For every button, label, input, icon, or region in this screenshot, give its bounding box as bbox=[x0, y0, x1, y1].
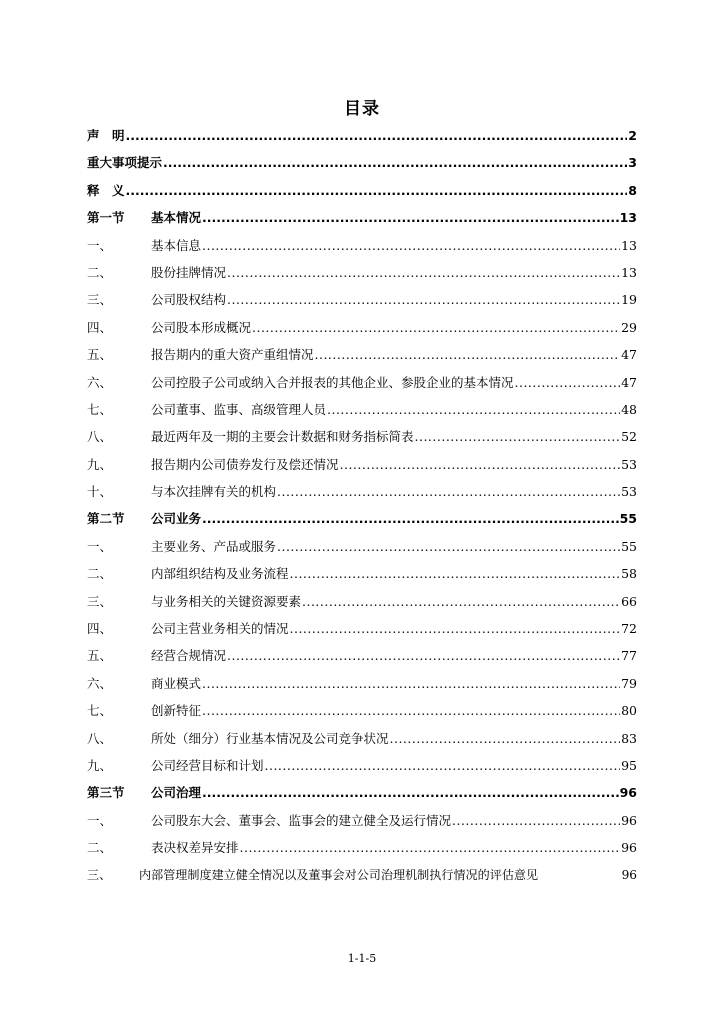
toc-page-number: 47 bbox=[621, 374, 637, 390]
page-title: 目录 bbox=[344, 99, 380, 119]
toc-page-number: 48 bbox=[621, 401, 637, 417]
toc-section-number: 第二节 bbox=[87, 511, 125, 527]
toc-page-number: 13 bbox=[621, 237, 637, 253]
toc-page-number: 96 bbox=[621, 840, 637, 856]
toc-item[interactable] bbox=[87, 533, 637, 560]
toc-item[interactable] bbox=[87, 369, 637, 396]
toc-page-number: 96 bbox=[621, 812, 637, 828]
toc-item[interactable] bbox=[87, 286, 637, 313]
table-of-contents bbox=[87, 122, 637, 889]
dot-leader bbox=[452, 807, 620, 834]
toc-item-label: 公司股东大会、董事会、监事会的建立健全及运行情况 bbox=[151, 812, 452, 828]
dot-leader bbox=[163, 149, 627, 176]
toc-item-number: 四、 bbox=[87, 319, 113, 335]
toc-item[interactable] bbox=[87, 670, 637, 697]
toc-item-number: 六、 bbox=[87, 675, 113, 691]
toc-item-number: 一、 bbox=[87, 538, 113, 554]
dot-leader bbox=[202, 779, 619, 806]
toc-item-number: 四、 bbox=[87, 621, 113, 637]
toc-page-number: 55 bbox=[621, 538, 637, 554]
toc-item-number: 二、 bbox=[87, 264, 113, 280]
toc-item-number: 三、 bbox=[87, 292, 113, 308]
toc-item[interactable] bbox=[87, 752, 637, 779]
toc-section-1[interactable] bbox=[87, 204, 637, 231]
toc-section-number: 第一节 bbox=[87, 210, 125, 226]
toc-item-label: 公司主营业务相关的情况 bbox=[151, 621, 289, 637]
toc-item-number: 九、 bbox=[87, 456, 113, 472]
toc-entry-label: 重大事项提示 bbox=[87, 155, 163, 171]
toc-section-2[interactable] bbox=[87, 505, 637, 532]
dot-leader bbox=[390, 725, 621, 752]
toc-page-number: 55 bbox=[619, 511, 637, 527]
toc-item-label: 内部管理制度建立健全情况以及董事会对公司治理机制执行情况的评估意见 bbox=[139, 867, 539, 882]
toc-page-number: 96 bbox=[619, 785, 637, 801]
toc-item-number: 十、 bbox=[87, 484, 113, 500]
toc-item-label: 报告期内的重大资产重组情况 bbox=[151, 347, 314, 363]
toc-item[interactable] bbox=[87, 259, 637, 286]
dot-leader bbox=[277, 478, 620, 505]
toc-section-number: 第三节 bbox=[87, 785, 125, 801]
toc-item-label: 基本信息 bbox=[151, 237, 202, 253]
toc-item-label: 所处（细分）行业基本情况及公司竞争状况 bbox=[151, 730, 389, 746]
dot-leader bbox=[327, 396, 620, 423]
toc-item[interactable] bbox=[87, 697, 637, 724]
toc-item-number: 三、 bbox=[87, 867, 112, 882]
toc-page-number: 3 bbox=[628, 155, 637, 171]
dot-leader bbox=[290, 560, 621, 587]
toc-item-number: 七、 bbox=[87, 401, 113, 417]
toc-item-label: 商业模式 bbox=[151, 675, 202, 691]
toc-entry-major-notice[interactable] bbox=[87, 149, 637, 176]
toc-item-label: 股份挂牌情况 bbox=[151, 264, 227, 280]
toc-item-number: 二、 bbox=[87, 566, 113, 582]
toc-page-number: 47 bbox=[621, 347, 637, 363]
toc-page-number: 80 bbox=[621, 703, 637, 719]
toc-item-number: 三、 bbox=[87, 593, 113, 609]
dot-leader bbox=[302, 588, 620, 615]
toc-item-label: 报告期内公司债券发行及偿还情况 bbox=[151, 456, 339, 472]
toc-page-number: 13 bbox=[621, 264, 637, 280]
toc-page-number: 52 bbox=[621, 429, 637, 445]
toc-item[interactable] bbox=[87, 232, 637, 259]
dot-leader bbox=[202, 204, 619, 231]
dot-leader bbox=[227, 259, 620, 286]
toc-item-number: 八、 bbox=[87, 429, 113, 445]
toc-item[interactable] bbox=[87, 314, 637, 341]
toc-item-number: 六、 bbox=[87, 374, 113, 390]
toc-page-number: 96 bbox=[621, 867, 637, 882]
toc-section-label: 公司业务 bbox=[151, 511, 202, 527]
toc-item[interactable] bbox=[87, 807, 637, 834]
toc-page-number: 13 bbox=[619, 210, 637, 226]
toc-page-number: 19 bbox=[621, 292, 637, 308]
toc-item[interactable] bbox=[87, 451, 637, 478]
dot-leader bbox=[227, 286, 620, 313]
toc-item-number: 二、 bbox=[87, 840, 113, 856]
toc-item-label: 创新特征 bbox=[151, 703, 202, 719]
dot-leader bbox=[202, 697, 620, 724]
toc-section-3[interactable] bbox=[87, 779, 637, 806]
toc-entry-label: 释 义 bbox=[87, 182, 125, 198]
toc-section-label: 基本情况 bbox=[151, 210, 202, 226]
toc-page-number: 58 bbox=[621, 566, 637, 582]
toc-page-number: 79 bbox=[621, 675, 637, 691]
toc-item-label: 公司董事、监事、高级管理人员 bbox=[151, 401, 327, 417]
toc-item-number: 一、 bbox=[87, 237, 113, 253]
dot-leader bbox=[202, 232, 620, 259]
toc-item[interactable] bbox=[87, 478, 637, 505]
toc-item-label: 与本次挂牌有关的机构 bbox=[151, 484, 277, 500]
toc-page-number: 72 bbox=[621, 621, 637, 637]
toc-item[interactable] bbox=[87, 423, 637, 450]
toc-item[interactable] bbox=[87, 560, 637, 587]
toc-item-label: 主要业务、产品或服务 bbox=[151, 538, 277, 554]
toc-page-number: 66 bbox=[621, 593, 637, 609]
dot-leader bbox=[252, 314, 620, 341]
toc-item[interactable] bbox=[87, 396, 637, 423]
toc-item[interactable] bbox=[87, 588, 637, 615]
dot-leader bbox=[515, 369, 621, 396]
dot-leader bbox=[315, 341, 621, 368]
dot-leader bbox=[126, 122, 628, 149]
dot-leader bbox=[340, 451, 621, 478]
toc-item-label: 公司经营目标和计划 bbox=[151, 757, 264, 773]
toc-item[interactable] bbox=[87, 862, 637, 889]
toc-page-number: 2 bbox=[628, 128, 637, 143]
toc-item-label: 公司股本形成概况 bbox=[151, 319, 252, 335]
toc-item-number: 一、 bbox=[87, 812, 113, 828]
toc-item-label: 与业务相关的关键资源要素 bbox=[151, 593, 302, 609]
toc-entry-statement[interactable] bbox=[87, 122, 637, 149]
toc-item[interactable] bbox=[87, 725, 637, 752]
toc-page-number: 53 bbox=[621, 456, 637, 472]
toc-item-number: 八、 bbox=[87, 730, 113, 746]
toc-item-number: 五、 bbox=[87, 648, 113, 664]
dot-leader bbox=[265, 752, 621, 779]
toc-item-label: 表决权差异安排 bbox=[151, 840, 239, 856]
dot-leader bbox=[126, 177, 628, 204]
dot-leader bbox=[415, 423, 621, 450]
toc-page-number: 95 bbox=[621, 757, 637, 773]
toc-page-number: 29 bbox=[621, 319, 637, 335]
dot-leader bbox=[202, 670, 620, 697]
toc-item-label: 最近两年及一期的主要会计数据和财务指标简表 bbox=[151, 429, 414, 445]
dot-leader bbox=[277, 533, 620, 560]
dot-leader bbox=[240, 834, 621, 861]
toc-item[interactable] bbox=[87, 834, 637, 861]
toc-item-number: 五、 bbox=[87, 347, 113, 363]
toc-item-label: 内部组织结构及业务流程 bbox=[151, 566, 289, 582]
toc-item[interactable] bbox=[87, 642, 637, 669]
page-footer-number: 1-1-5 bbox=[347, 952, 377, 965]
toc-page-number: 8 bbox=[628, 182, 637, 198]
toc-entry-definitions[interactable] bbox=[87, 177, 637, 204]
dot-leader bbox=[202, 505, 619, 532]
toc-item[interactable] bbox=[87, 615, 637, 642]
toc-section-label: 公司治理 bbox=[151, 785, 202, 801]
toc-item-label: 公司股权结构 bbox=[151, 292, 227, 308]
toc-item[interactable] bbox=[87, 341, 637, 368]
dot-leader bbox=[290, 615, 621, 642]
dot-leader bbox=[227, 642, 620, 669]
toc-entry-label: 声 明 bbox=[87, 128, 125, 143]
toc-item-number: 九、 bbox=[87, 757, 113, 773]
toc-item-number: 七、 bbox=[87, 703, 113, 719]
toc-page-number: 83 bbox=[621, 730, 637, 746]
toc-page-number: 77 bbox=[621, 648, 637, 664]
toc-item-label: 经营合规情况 bbox=[151, 648, 227, 664]
toc-item-label: 公司控股子公司或纳入合并报表的其他企业、参股企业的基本情况 bbox=[151, 374, 514, 390]
toc-page-number: 53 bbox=[621, 484, 637, 500]
